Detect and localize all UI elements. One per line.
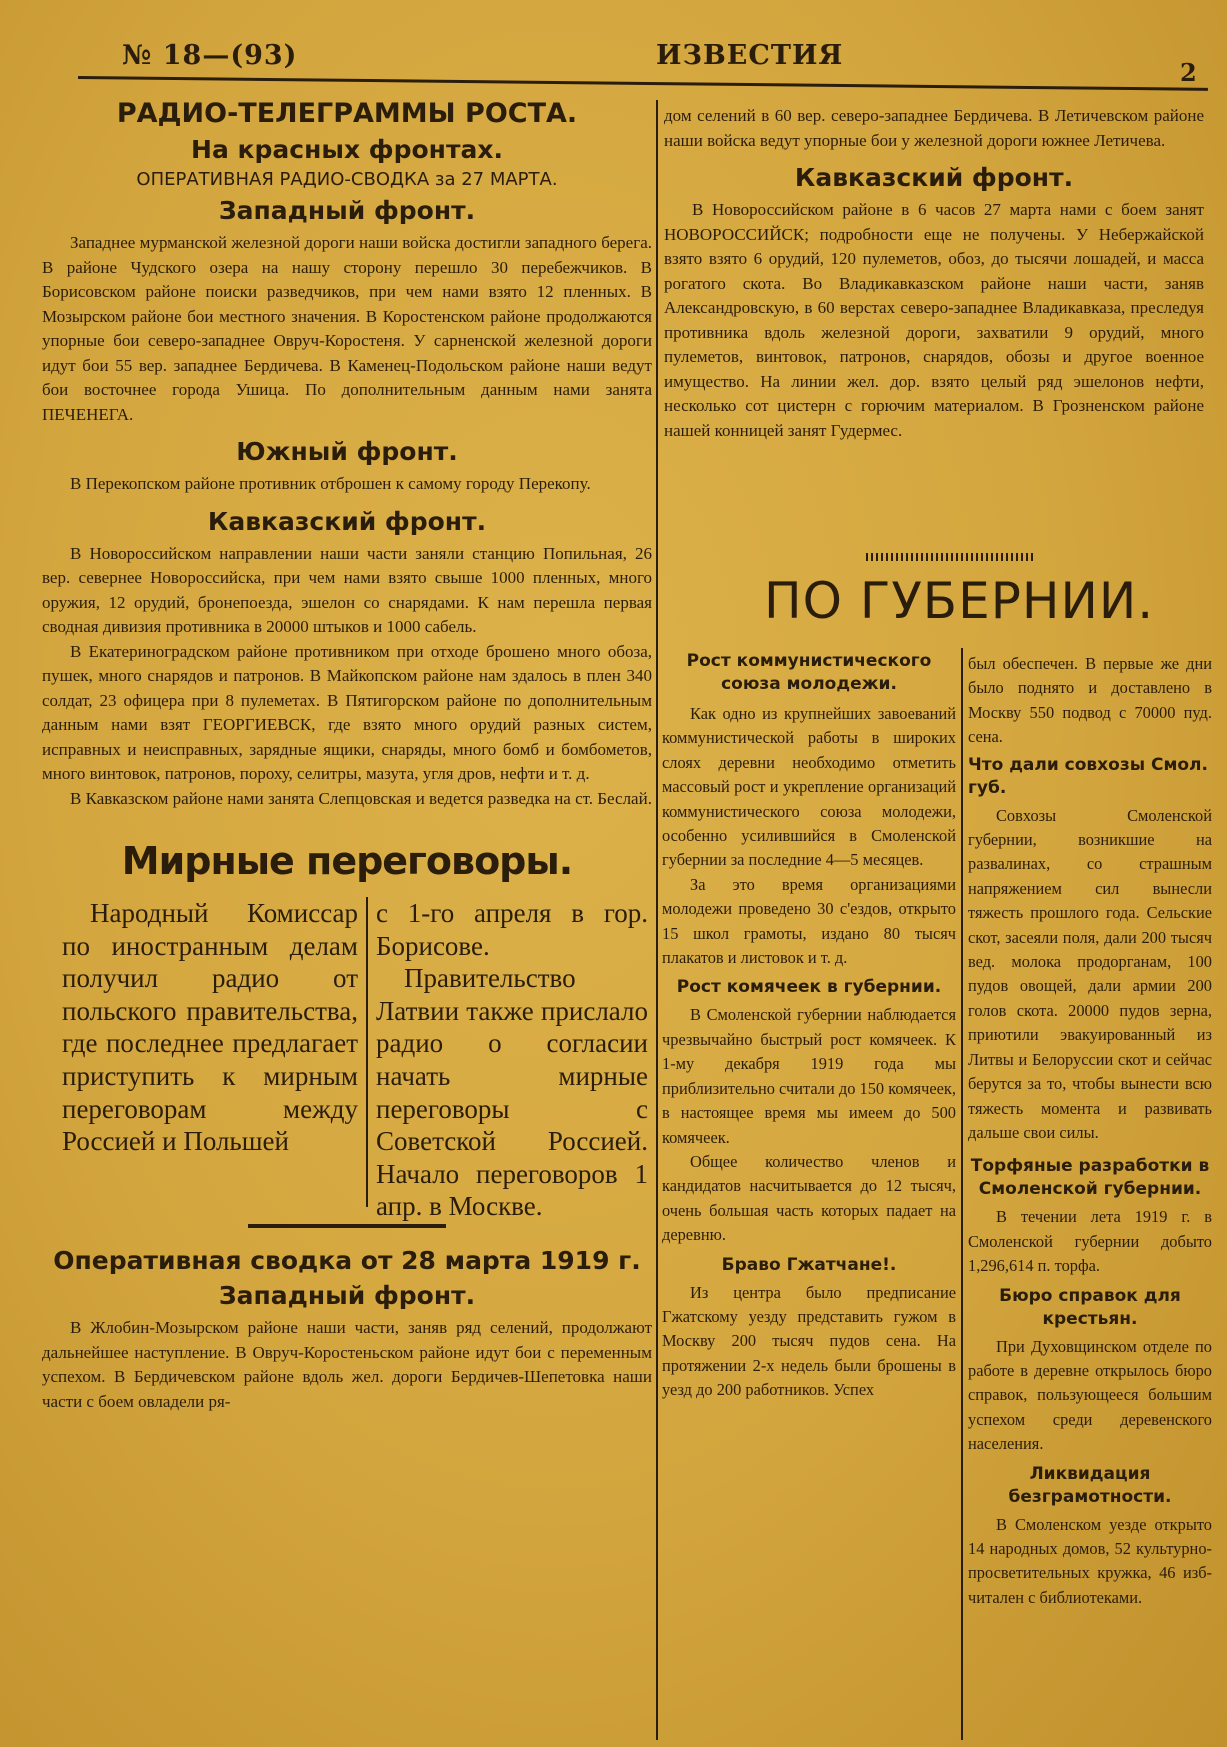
peace-text-2b: Правительство Латвии также прислало радио о согласии начать мирные переговоры с Советской Россией. Начало переговоров 1 апр. в Москве.: [376, 963, 648, 1222]
bureau-heading: Бюро справок для крестьян.: [999, 1285, 1181, 1329]
peat-heading: Торфяные разработки в Смоленской губернии.: [970, 1156, 1210, 1200]
literacy-text: В Смоленском уезде открыто 14 народных домов, 52 культурно-просветительных кружка, 46 изб-читален с библиотеками.: [968, 1514, 1212, 1607]
column-divider-province: [961, 648, 963, 1740]
western-front-heading-1: Западный фронт.: [218, 196, 476, 225]
newspaper-title: ИЗВЕСТИЯ: [656, 40, 844, 71]
column-divider-main: [656, 100, 658, 1740]
peace-talks-body: [42, 897, 652, 1222]
operational-western-text: В Жлобин-Мозырском районе наши части, заняв ряд селений, продолжают дальнейшее наступление. В Овруч-Коростеньском районе идут бои с переменным успехом. В Бердичевском районе вдоль жел. дороги Бердичев-Шепетовка наши части с боем овладели ря-: [42, 1318, 652, 1411]
western-front-heading-2: Западный фронт.: [218, 1281, 476, 1310]
province-title: ПО ГУБЕРНИИ.: [764, 572, 1155, 630]
peace-col-1: [62, 897, 358, 1158]
peace-talks-title: Мирные переговоры.: [121, 839, 573, 883]
bureau-text: При Духовщинском отделе по работе в деревне открылось бюро справок, пользующееся большим успехом среди деревенского населения.: [968, 1336, 1212, 1454]
bravo-continued-text: был обеспечен. В первые же дни было поднято и доставлено в Москву 550 подвод с 70000 пуд. сена.: [968, 654, 1212, 747]
literacy-heading: Ликвидация безграмотности.: [1008, 1463, 1172, 1507]
caucasus-front-heading-1: Кавказский фронт.: [207, 506, 487, 536]
peace-end-rule: [248, 1224, 446, 1228]
red-fronts-subtitle: На красных фронтах.: [191, 135, 503, 164]
peat-text: В течении лета 1919 г. в Смоленской губернии добыто 1,296,614 п. торфа.: [968, 1207, 1212, 1276]
operational-report-title: Оперативная сводка от 28 марта 1919 г.: [53, 1246, 641, 1275]
peace-text-2a: с 1-го апреля в гор. Борисове.: [376, 898, 648, 961]
right-top-column: [664, 104, 1204, 544]
youth-union-heading: Рост коммунистического союза молодежи.: [686, 651, 932, 694]
province-column-2: [968, 652, 1212, 1745]
peace-col-2: [376, 897, 648, 1223]
caucasus-front-text-2: В Екатериноградском районе противником при отходе брошено много обоза, пушек, много снарядов и патронов. В Майкопском районе нам здалось в плен 340 солдат, 23 офицера при 8 пулеметах. В Пятигорском районе по дополнительным данным нами взят ГЕОРГИЕВСК, где взято много орудий разных систем, исправных и неисправных, зарядные ящики, снаряды, много бомб и бомбометов, много винтовок, патронов, пороху, селитры, мазута, угля дров, нефти и т. д.: [42, 641, 652, 783]
bravo-heading: Браво Гжатчане!.: [721, 1254, 897, 1275]
continued-caucasus-text: В Новороссийском районе в 6 часов 27 марта нами с боем занят НОВОРОССИЙСК; подробности еще не получены. У Небержайской взято взято 6 орудий, 120 пулеметов, обоз, до тысячи лошадей, и масса рогатого скота. Во Владикавказском районе наши части, заняв Александровскую, в 60 верстах северо-западнее Владикавказа, преследуя противника вдоль железной дороги, захватили 9 орудий, много пулеметов, винтовок, патронов, снарядов, обозы и другое военное имущество. На линии жел. дор. взято целый ряд эшелонов нефти, несколько сот цистерн с горючим материалом. В Грозненском районе нашей конницей занят Гудермес.: [664, 200, 1204, 440]
sovkhoz-heading: Что дали совхозы Смол. губ.: [968, 754, 1208, 798]
cells-growth-heading: Рост комячеек в губернии.: [676, 977, 942, 998]
cells-growth-text-1: В Смоленской губернии наблюдается чрезвычайно быстрый рост комячеек. К 1-му декабря 1919 года мы приблизительно считали до 150 комячеек, в настоящее время мы имеем до 500 комячеек.: [662, 1005, 956, 1147]
peace-text-1: Народный Комиссар по иностранным делам получил радио от польского правительства, где последнее предлагает приступить к мирным переговорам между Россией и Польшей: [62, 898, 358, 1157]
caucasus-front-text-3: В Кавказском районе нами занята Слепцовская и ведется разведка на ст. Беслай.: [70, 788, 652, 808]
province-column-1: [662, 650, 956, 1745]
bravo-text: Из центра было предписание Гжатскому уезду представить гужом в Москву 200 тысяч пудов сена. На протяжении 2-х недель были брошены в уезд до 200 работников. Успех: [662, 1282, 956, 1400]
cells-growth-text-2: Общее количество членов и кандидатов насчитывается до 12 тысяч, очень большая часть которых падает на деревню.: [662, 1151, 956, 1245]
southern-front-heading: Южный фронт.: [236, 437, 458, 466]
peace-divider: [366, 897, 368, 1207]
western-front-text: Западнее мурманской железной дороги наши войска достигли западного берега. В районе Чудского озера на нашу сторону перешло 30 перебежчиков. В Борисовском районе поиски разведчиков, при чем нами взято 12 пленных. В Мозырском районе бои местного значения. В Коростенском районе продолжаются упорные бои северо-западнее Овруч-Коростеня. У сарненской железной дороги идут бои 55 вер. западнее Бердичева. В Каменец-Подольском районе наши ведут бои восточнее города Ушица. По дополнительным данным нами занята ПЕЧЕНЕГА.: [42, 233, 652, 424]
issue-number: № 18—(93): [122, 40, 298, 71]
radio-telegrams-title: РАДИО-ТЕЛЕГРАММЫ РОСТА.: [116, 98, 578, 129]
sovkhoz-text: Совхозы Смоленской губернии, возникшие на развалинах, со страшным напряжением сил вынесли тяжесть прошлого года. Сельские скот, засеяли поля, дали 200 тысяч вед. молока продорганам, 100 пудов овощей, дали армии 200 голов скота. 20000 пудов зерна, приютили эвакуированный из Литвы и Белоруссии скот и сейчас берутся за то, чтобы вынести всю тяжесть момента и развивать дальше свои силы.: [968, 805, 1212, 1142]
caucasus-front-text-1: В Новороссийском направлении наши части заняли станцию Попильная, 26 вер. севернее Новороссийска, при чем нами взято свыше 1000 пленных, много оружия, 12 орудий, бронепоезда, эшелон со снарядами. К нам перешла первая сводная дивизия противника в 20000 штыков и 1000 сабель.: [42, 543, 652, 636]
caucasus-front-heading-2: Кавказский фронт.: [794, 163, 1074, 192]
masthead-rule: [78, 76, 1208, 91]
youth-union-text-1: Как одно из крупнейших завоеваний коммунистической работы в широких слоях деревни необходимо отметить массовый рост и укрепление организаций коммунистического союза молодежи, особенно усилившийся в Смоленской губернии за последние 4—5 месяцев.: [662, 704, 956, 870]
page-number: 2: [1180, 58, 1198, 87]
youth-union-text-2: За это время организациями молодежи проведено 30 с'ездов, открыто 15 школ грамоты, издано 80 тысяч плакатов и листовок и т. д.: [662, 874, 956, 968]
southern-front-text: В Перекопском районе противник отброшен к самому городу Перекопу.: [70, 474, 591, 493]
continued-western-text: дом селений в 60 вер. северо-западнее Бердичева. В Летичевском районе наши войска ведут упорные бои у железной дороги южнее Летичева.: [664, 106, 1204, 150]
radio-summary-heading: ОПЕРАТИВНАЯ РАДИО-СВОДКА за 27 МАРТА.: [136, 169, 558, 190]
left-column: [42, 98, 652, 1747]
ornament-separator: [866, 553, 1034, 561]
